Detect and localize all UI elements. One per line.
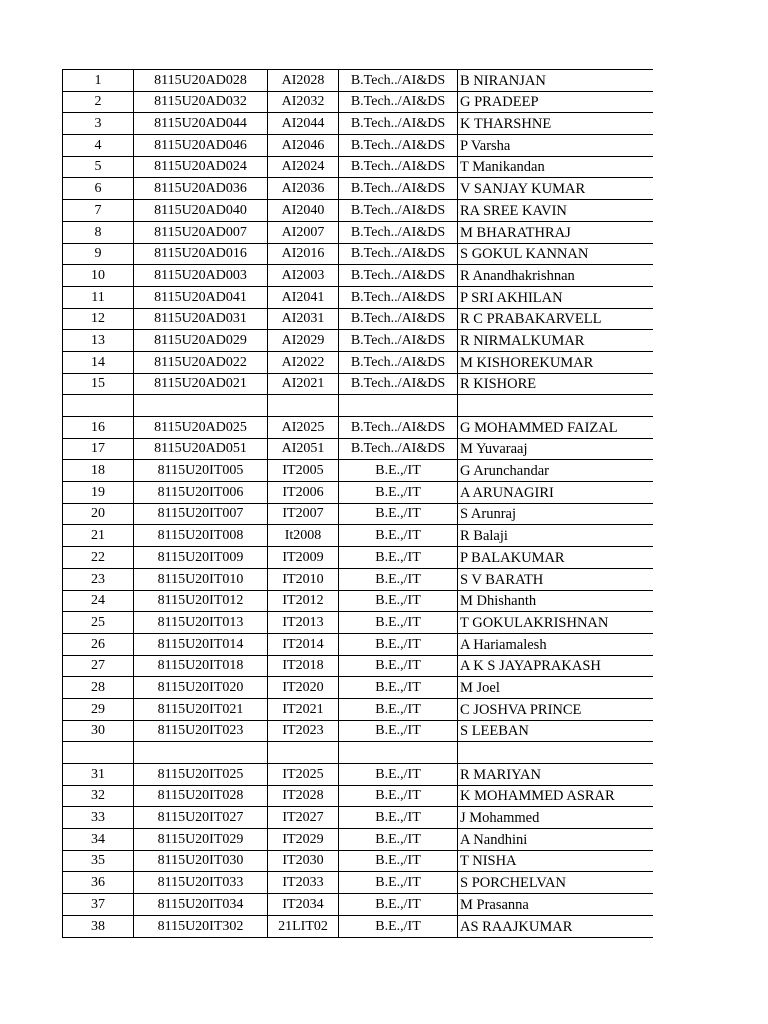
table-row: [63, 91, 653, 113]
register-number-cell: 8115U20IT028: [134, 785, 268, 807]
register-number-cell: 8115U20AD003: [134, 265, 268, 287]
serial-number-cell: 12: [63, 308, 134, 330]
empty-cell: [63, 395, 134, 417]
table-row: [63, 351, 653, 373]
register-number-cell: 8115U20AD051: [134, 438, 268, 460]
course-cell: B.E.,/IT: [339, 655, 458, 677]
course-cell: B.Tech../AI&DS: [339, 308, 458, 330]
register-number-cell: 8115U20IT027: [134, 807, 268, 829]
student-code-cell: AI2044: [268, 113, 339, 135]
serial-number-cell: 30: [63, 720, 134, 742]
register-number-cell: 8115U20IT010: [134, 568, 268, 590]
register-number-cell: 8115U20IT034: [134, 894, 268, 916]
register-number-cell: 8115U20AD031: [134, 308, 268, 330]
course-cell: B.Tech../AI&DS: [339, 265, 458, 287]
course-cell: B.E.,/IT: [339, 525, 458, 547]
table-row: [63, 460, 653, 482]
register-number-cell: 8115U20IT021: [134, 698, 268, 720]
student-name-cell: A Nandhini: [458, 829, 653, 851]
empty-cell: [134, 395, 268, 417]
register-number-cell: 8115U20IT018: [134, 655, 268, 677]
register-number-cell: 8115U20IT302: [134, 915, 268, 937]
table-row: [63, 807, 653, 829]
table-row: [63, 547, 653, 569]
course-cell: B.Tech../AI&DS: [339, 351, 458, 373]
student-code-cell: AI2031: [268, 308, 339, 330]
course-cell: B.E.,/IT: [339, 872, 458, 894]
student-name-cell: K MOHAMMED ASRAR: [458, 785, 653, 807]
table-row: [63, 417, 653, 439]
serial-number-cell: 38: [63, 915, 134, 937]
register-number-cell: 8115U20IT033: [134, 872, 268, 894]
student-code-cell: IT2030: [268, 850, 339, 872]
course-cell: B.E.,/IT: [339, 568, 458, 590]
course-cell: B.Tech../AI&DS: [339, 438, 458, 460]
register-number-cell: 8115U20IT029: [134, 829, 268, 851]
course-cell: B.Tech../AI&DS: [339, 135, 458, 157]
student-code-cell: IT2023: [268, 720, 339, 742]
student-code-cell: IT2009: [268, 547, 339, 569]
student-code-cell: IT2028: [268, 785, 339, 807]
student-code-cell: IT2034: [268, 894, 339, 916]
student-name-cell: J Mohammed: [458, 807, 653, 829]
student-name-cell: M Yuvaraaj: [458, 438, 653, 460]
table-row: [63, 655, 653, 677]
serial-number-cell: 35: [63, 850, 134, 872]
course-cell: B.Tech../AI&DS: [339, 243, 458, 265]
serial-number-cell: 20: [63, 503, 134, 525]
student-name-cell: C JOSHVA PRINCE: [458, 698, 653, 720]
serial-number-cell: 26: [63, 633, 134, 655]
blank-separator-row: [63, 742, 653, 764]
serial-number-cell: 29: [63, 698, 134, 720]
student-name-cell: R Anandhakrishnan: [458, 265, 653, 287]
serial-number-cell: 10: [63, 265, 134, 287]
student-name-cell: RA SREE KAVIN: [458, 200, 653, 222]
student-code-cell: AI2021: [268, 373, 339, 395]
serial-number-cell: 21: [63, 525, 134, 547]
student-code-cell: AI2024: [268, 156, 339, 178]
register-number-cell: 8115U20AD040: [134, 200, 268, 222]
course-cell: B.E.,/IT: [339, 915, 458, 937]
course-cell: B.Tech../AI&DS: [339, 200, 458, 222]
course-cell: B.Tech../AI&DS: [339, 286, 458, 308]
student-code-cell: IT2013: [268, 612, 339, 634]
serial-number-cell: 28: [63, 677, 134, 699]
student-name-cell: S GOKUL KANNAN: [458, 243, 653, 265]
student-code-cell: AI2022: [268, 351, 339, 373]
student-code-cell: IT2020: [268, 677, 339, 699]
serial-number-cell: 22: [63, 547, 134, 569]
table-row: [63, 156, 653, 178]
student-code-cell: AI2007: [268, 221, 339, 243]
table-row: [63, 829, 653, 851]
register-number-cell: 8115U20AD046: [134, 135, 268, 157]
empty-cell: [63, 742, 134, 764]
student-code-cell: AI2025: [268, 417, 339, 439]
student-table-body: [63, 70, 653, 938]
student-name-cell: A K S JAYAPRAKASH: [458, 655, 653, 677]
course-cell: B.E.,/IT: [339, 720, 458, 742]
register-number-cell: 8115U20IT013: [134, 612, 268, 634]
register-number-cell: 8115U20IT025: [134, 764, 268, 786]
student-name-cell: AS RAAJKUMAR: [458, 915, 653, 937]
table-row: [63, 894, 653, 916]
course-cell: B.E.,/IT: [339, 460, 458, 482]
student-name-cell: R KISHORE: [458, 373, 653, 395]
table-row: [63, 872, 653, 894]
course-cell: B.Tech../AI&DS: [339, 417, 458, 439]
student-name-cell: S V BARATH: [458, 568, 653, 590]
student-name-cell: S LEEBAN: [458, 720, 653, 742]
table-row: [63, 113, 653, 135]
serial-number-cell: 2: [63, 91, 134, 113]
course-cell: B.E.,/IT: [339, 482, 458, 504]
student-name-cell: R MARIYAN: [458, 764, 653, 786]
student-name-cell: T NISHA: [458, 850, 653, 872]
student-code-cell: IT2033: [268, 872, 339, 894]
table-row: [63, 764, 653, 786]
table-row: [63, 850, 653, 872]
register-number-cell: 8115U20AD024: [134, 156, 268, 178]
empty-cell: [458, 742, 653, 764]
student-name-cell: M Joel: [458, 677, 653, 699]
register-number-cell: 8115U20IT005: [134, 460, 268, 482]
serial-number-cell: 18: [63, 460, 134, 482]
register-number-cell: 8115U20AD041: [134, 286, 268, 308]
register-number-cell: 8115U20IT012: [134, 590, 268, 612]
empty-cell: [268, 742, 339, 764]
student-name-cell: M KISHOREKUMAR: [458, 351, 653, 373]
table-row: [63, 200, 653, 222]
student-name-cell: A ARUNAGIRI: [458, 482, 653, 504]
student-code-cell: It2008: [268, 525, 339, 547]
serial-number-cell: 4: [63, 135, 134, 157]
register-number-cell: 8115U20IT014: [134, 633, 268, 655]
student-code-cell: 21LIT02: [268, 915, 339, 937]
serial-number-cell: 17: [63, 438, 134, 460]
course-cell: B.E.,/IT: [339, 785, 458, 807]
serial-number-cell: 36: [63, 872, 134, 894]
student-code-cell: IT2029: [268, 829, 339, 851]
student-code-cell: AI2041: [268, 286, 339, 308]
table-row: [63, 243, 653, 265]
serial-number-cell: 37: [63, 894, 134, 916]
student-name-cell: M BHARATHRAJ: [458, 221, 653, 243]
serial-number-cell: 7: [63, 200, 134, 222]
table-row: [63, 135, 653, 157]
register-number-cell: 8115U20IT030: [134, 850, 268, 872]
student-name-cell: P Varsha: [458, 135, 653, 157]
student-name-cell: R Balaji: [458, 525, 653, 547]
student-name-cell: G Arunchandar: [458, 460, 653, 482]
register-number-cell: 8115U20AD016: [134, 243, 268, 265]
course-cell: B.E.,/IT: [339, 547, 458, 569]
serial-number-cell: 8: [63, 221, 134, 243]
table-row: [63, 286, 653, 308]
student-name-cell: T Manikandan: [458, 156, 653, 178]
student-list-table: [62, 69, 653, 938]
student-code-cell: IT2025: [268, 764, 339, 786]
register-number-cell: 8115U20AD025: [134, 417, 268, 439]
student-code-cell: AI2003: [268, 265, 339, 287]
student-name-cell: P SRI AKHILAN: [458, 286, 653, 308]
student-name-cell: G MOHAMMED FAIZAL: [458, 417, 653, 439]
serial-number-cell: 13: [63, 330, 134, 352]
student-name-cell: P BALAKUMAR: [458, 547, 653, 569]
course-cell: B.Tech../AI&DS: [339, 91, 458, 113]
table-row: [63, 221, 653, 243]
serial-number-cell: 6: [63, 178, 134, 200]
student-name-cell: K THARSHNE: [458, 113, 653, 135]
course-cell: B.Tech../AI&DS: [339, 70, 458, 92]
course-cell: B.Tech../AI&DS: [339, 178, 458, 200]
student-code-cell: IT2010: [268, 568, 339, 590]
serial-number-cell: 19: [63, 482, 134, 504]
student-code-cell: AI2028: [268, 70, 339, 92]
student-name-cell: M Prasanna: [458, 894, 653, 916]
table-row: [63, 438, 653, 460]
serial-number-cell: 3: [63, 113, 134, 135]
course-cell: B.Tech../AI&DS: [339, 113, 458, 135]
register-number-cell: 8115U20IT009: [134, 547, 268, 569]
table-row: [63, 373, 653, 395]
student-code-cell: AI2040: [268, 200, 339, 222]
table-row: [63, 568, 653, 590]
course-cell: B.E.,/IT: [339, 807, 458, 829]
student-name-cell: R C PRABAKARVELL: [458, 308, 653, 330]
course-cell: B.E.,/IT: [339, 590, 458, 612]
blank-separator-row: [63, 395, 653, 417]
register-number-cell: 8115U20IT023: [134, 720, 268, 742]
student-name-cell: V SANJAY KUMAR: [458, 178, 653, 200]
serial-number-cell: 16: [63, 417, 134, 439]
serial-number-cell: 14: [63, 351, 134, 373]
register-number-cell: 8115U20AD029: [134, 330, 268, 352]
table-row: [63, 70, 653, 92]
register-number-cell: 8115U20IT020: [134, 677, 268, 699]
serial-number-cell: 5: [63, 156, 134, 178]
student-name-cell: S PORCHELVAN: [458, 872, 653, 894]
table-row: [63, 525, 653, 547]
table-row: [63, 720, 653, 742]
serial-number-cell: 27: [63, 655, 134, 677]
table-row: [63, 612, 653, 634]
table-row: [63, 590, 653, 612]
course-cell: B.E.,/IT: [339, 894, 458, 916]
serial-number-cell: 34: [63, 829, 134, 851]
student-code-cell: IT2027: [268, 807, 339, 829]
course-cell: B.Tech../AI&DS: [339, 221, 458, 243]
empty-cell: [339, 395, 458, 417]
course-cell: B.E.,/IT: [339, 503, 458, 525]
serial-number-cell: 25: [63, 612, 134, 634]
table-row: [63, 698, 653, 720]
course-cell: B.E.,/IT: [339, 612, 458, 634]
table-row: [63, 633, 653, 655]
table-row: [63, 330, 653, 352]
serial-number-cell: 15: [63, 373, 134, 395]
register-number-cell: 8115U20IT007: [134, 503, 268, 525]
empty-cell: [134, 742, 268, 764]
table-row: [63, 178, 653, 200]
student-code-cell: IT2012: [268, 590, 339, 612]
course-cell: B.Tech../AI&DS: [339, 330, 458, 352]
table-row: [63, 482, 653, 504]
course-cell: B.E.,/IT: [339, 764, 458, 786]
register-number-cell: 8115U20AD036: [134, 178, 268, 200]
student-code-cell: IT2018: [268, 655, 339, 677]
student-code-cell: AI2016: [268, 243, 339, 265]
register-number-cell: 8115U20AD022: [134, 351, 268, 373]
student-code-cell: AI2029: [268, 330, 339, 352]
table-row: [63, 265, 653, 287]
student-code-cell: IT2005: [268, 460, 339, 482]
student-name-cell: A Hariamalesh: [458, 633, 653, 655]
course-cell: B.E.,/IT: [339, 829, 458, 851]
serial-number-cell: 24: [63, 590, 134, 612]
student-code-cell: IT2006: [268, 482, 339, 504]
student-code-cell: AI2036: [268, 178, 339, 200]
register-number-cell: 8115U20AD032: [134, 91, 268, 113]
student-code-cell: IT2014: [268, 633, 339, 655]
student-code-cell: AI2046: [268, 135, 339, 157]
student-code-cell: IT2007: [268, 503, 339, 525]
serial-number-cell: 1: [63, 70, 134, 92]
register-number-cell: 8115U20IT008: [134, 525, 268, 547]
student-name-cell: M Dhishanth: [458, 590, 653, 612]
register-number-cell: 8115U20AD044: [134, 113, 268, 135]
student-name-cell: T GOKULAKRISHNAN: [458, 612, 653, 634]
student-code-cell: IT2021: [268, 698, 339, 720]
course-cell: B.E.,/IT: [339, 633, 458, 655]
serial-number-cell: 32: [63, 785, 134, 807]
student-name-cell: S Arunraj: [458, 503, 653, 525]
table-row: [63, 503, 653, 525]
empty-cell: [339, 742, 458, 764]
register-number-cell: 8115U20AD028: [134, 70, 268, 92]
course-cell: B.E.,/IT: [339, 677, 458, 699]
student-name-cell: G PRADEEP: [458, 91, 653, 113]
serial-number-cell: 11: [63, 286, 134, 308]
student-name-cell: R NIRMALKUMAR: [458, 330, 653, 352]
course-cell: B.E.,/IT: [339, 698, 458, 720]
course-cell: B.Tech../AI&DS: [339, 373, 458, 395]
table-row: [63, 308, 653, 330]
serial-number-cell: 31: [63, 764, 134, 786]
serial-number-cell: 9: [63, 243, 134, 265]
student-name-cell: B NIRANJAN: [458, 70, 653, 92]
table-row: [63, 785, 653, 807]
serial-number-cell: 23: [63, 568, 134, 590]
student-code-cell: AI2032: [268, 91, 339, 113]
course-cell: B.Tech../AI&DS: [339, 156, 458, 178]
register-number-cell: 8115U20AD021: [134, 373, 268, 395]
register-number-cell: 8115U20IT006: [134, 482, 268, 504]
serial-number-cell: 33: [63, 807, 134, 829]
empty-cell: [458, 395, 653, 417]
table-row: [63, 915, 653, 937]
register-number-cell: 8115U20AD007: [134, 221, 268, 243]
student-code-cell: AI2051: [268, 438, 339, 460]
course-cell: B.E.,/IT: [339, 850, 458, 872]
table-row: [63, 677, 653, 699]
empty-cell: [268, 395, 339, 417]
